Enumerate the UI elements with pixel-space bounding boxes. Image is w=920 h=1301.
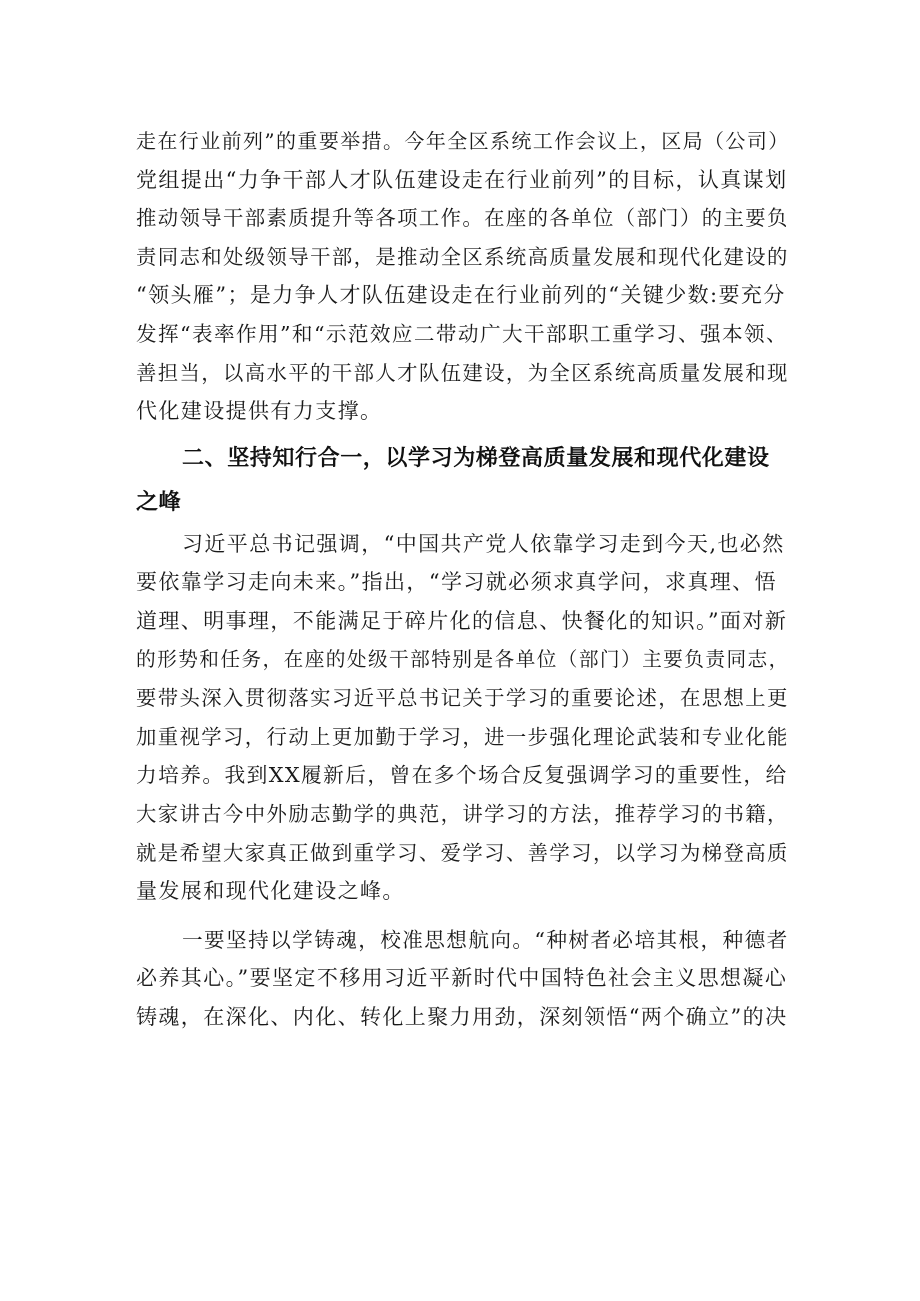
- paragraph-line: 习近平总书记强调，“中国共产党人依靠学习走到今天,也必然: [182, 531, 785, 556]
- paragraph-line: 走在行业前列”的重要举措。今年全区系统工作会议上，区局（公司）: [136, 129, 790, 153]
- paragraph-line: 加重视学习，行动上更加勤于学习，进一步强化理论武装和专业化能: [136, 724, 789, 749]
- paragraph-line: 铸魂，在深化、内化、转化上聚力用劲，深刻领悟“两个确立”的决: [136, 1004, 788, 1029]
- paragraph-line: 一要坚持以学铸魂，校准思想航向。“种树者必培其根，种德者: [182, 927, 789, 952]
- paragraph-line: 推动领导干部素质提升等各项工作。在座的各单位（部门）的主要负: [136, 206, 789, 231]
- paragraph-spacer: [136, 911, 791, 921]
- paragraph-line: 要带头深入贯彻落实习近平总书记关于学习的重要论述，在思想上更: [136, 686, 789, 711]
- paragraph-line: 力培养。我到XX履新后，曾在多个场合反复强调学习的重要性，给: [136, 763, 788, 788]
- paragraph-line: 责同志和处级领导干部，是推动全区系统高质量发展和现代化建设的: [136, 244, 789, 269]
- paragraph-line: 大家讲古今中外励志勤学的典范，讲学习的方法，推荐学习的书籍，: [136, 801, 789, 826]
- paragraph-line: 就是希望大家真正做到重学习、爱学习、善学习，以学习为梯登高质: [136, 840, 789, 865]
- heading-line: 之峰: [136, 489, 182, 515]
- paragraph-line: 党组提出“力争干部人才队伍建设走在行业前列”的目标，认真谋划: [136, 167, 788, 192]
- document-body: [136, 122, 791, 1036]
- heading-line: 二、坚持知行合一，以学习为梯登高质量发展和现代化建设: [182, 445, 770, 471]
- paragraph-line: 量发展和现代化建设之峰。: [136, 879, 405, 904]
- body-paragraph: [136, 921, 791, 1037]
- paragraph-line: 发挥“表率作用”和“示范效应二带动广大干部职工重学习、强本领、: [136, 321, 789, 346]
- paragraph-line: 的形势和任务，在座的处级干部特别是各单位（部门）主要负责同志，: [136, 647, 790, 671]
- paragraph-line: 代化建设提供有力支撑。: [136, 399, 383, 424]
- body-paragraph: [136, 122, 791, 431]
- section-heading: [136, 437, 791, 525]
- paragraph-line: 必养其心。”要坚定不移用习近平新时代中国特色社会主义思想凝心: [136, 966, 788, 991]
- paragraph-line: “领头雁”；是力争人才队伍建设走在行业前列的“关键少数:要充分: [136, 283, 786, 308]
- paragraph-line: 善担当，以高水平的干部人才队伍建设，为全区系统高质量发展和现: [136, 360, 789, 385]
- paragraph-line: 道理、明事理，不能满足于碎片化的信息、快餐化的知识。”面对新: [136, 608, 788, 633]
- paragraph-line: 要依靠学习走向未来。”指出，“学习就必须求真学问，求真理、悟: [136, 570, 777, 595]
- body-paragraph: [136, 525, 791, 911]
